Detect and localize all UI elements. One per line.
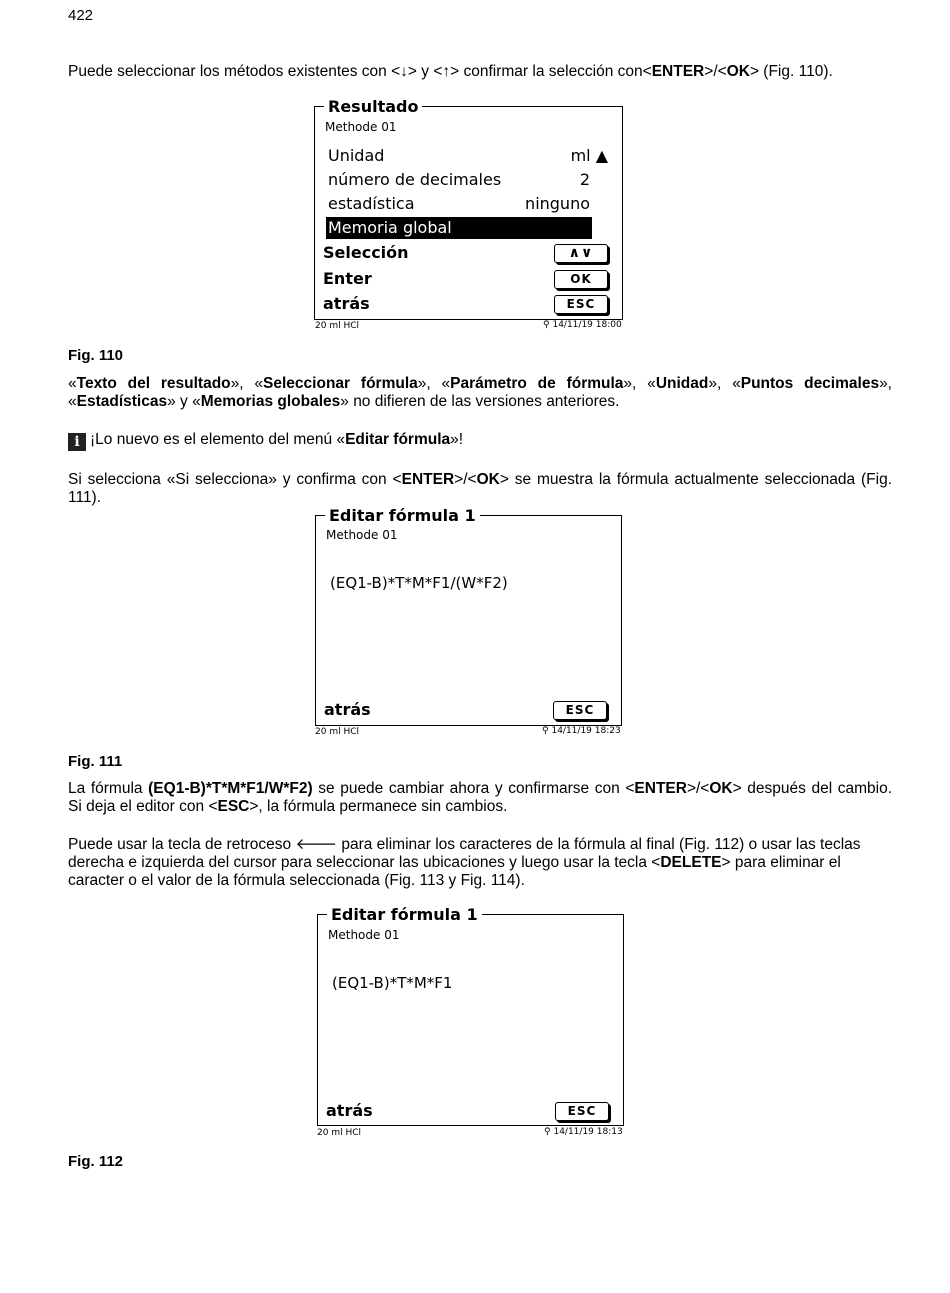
fig110-row-decimales[interactable] — [326, 169, 592, 191]
row-value: ml ▲ — [570, 146, 608, 165]
fig111-screen — [315, 506, 622, 726]
fig111-title: Editar fórmula 1 — [325, 506, 480, 526]
ok-key-button[interactable]: OK — [554, 270, 608, 289]
fig110-row-unidad[interactable] — [326, 145, 608, 167]
intro-bold-ok: OK — [726, 63, 750, 80]
fig111-caption: Fig. 111 — [68, 753, 123, 770]
info-note: i ¡Lo nuevo es el elemento del menú «Editar fórmula»! — [68, 431, 892, 451]
esc-key-button[interactable]: ESC — [554, 295, 608, 314]
fig112-screen — [317, 905, 624, 1126]
fig110-status-method: 20 ml HCl — [315, 321, 359, 331]
fig112-caption: Fig. 112 — [68, 1153, 124, 1170]
fig112-status-time: ⚲ 14/11/19 18:13 — [544, 1127, 623, 1137]
esc-key-button[interactable]: ESC — [553, 701, 607, 720]
row-value: 2 — [579, 170, 590, 189]
row-value: ninguno — [525, 194, 590, 213]
page-number: 422 — [68, 7, 94, 24]
fig112-atras-label: atrás — [326, 1101, 373, 1120]
fig110-row-memoria-global-selected[interactable] — [326, 217, 592, 239]
up-down-key-button[interactable]: ∧∨ — [554, 244, 608, 263]
info-icon: i — [68, 433, 86, 451]
fig110-screen — [314, 97, 623, 320]
fig112-subtitle: Methode 01 — [328, 928, 400, 942]
fig110-enter-label: Enter — [323, 269, 372, 288]
fig111-atras-label: atrás — [324, 700, 371, 719]
row-label: Unidad — [328, 146, 385, 165]
fig110-caption: Fig. 110 — [68, 347, 124, 364]
fig111-formula[interactable]: (EQ1-B)*T*M*F1/(W*F2) — [330, 574, 508, 592]
fig110-subtitle: Methode 01 — [325, 120, 397, 134]
row-label: número de decimales — [328, 170, 502, 189]
fig110-status-time: ⚲ 14/11/19 18:00 — [543, 320, 622, 330]
row-label: Memoria global — [328, 218, 452, 237]
fig111-status-method: 20 ml HCl — [315, 727, 359, 737]
usb-icon: ⚲ — [544, 1127, 551, 1137]
intro-text-1: Puede seleccionar los métodos existentes con <↓> y <↑> confirmar la selección con< — [68, 63, 652, 80]
fig110-title: Resultado — [324, 97, 422, 117]
fig112-title: Editar fórmula 1 — [327, 905, 482, 925]
formula-edit-paragraph: La fórmula (EQ1-B)*T*M*F1/W*F2) se puede cambiar ahora y confirmarse con <ENTER>/<OK> después del cambio. Si deja el editor con <ESC>, la fórmula permanece sin cambios. — [68, 780, 893, 815]
fig110-row-estadistica[interactable] — [326, 193, 592, 215]
scroll-up-arrow-icon: ▲ — [595, 146, 608, 165]
fig110-atras-label: atrás — [323, 294, 370, 313]
fig112-status-method: 20 ml HCl — [317, 1128, 361, 1138]
select-formula-paragraph: Si selecciona «Si selecciona» y confirma con <ENTER>/<OK> se muestra la fórmula actualmente seleccionada (Fig. 111). — [68, 471, 892, 506]
intro-paragraph — [68, 63, 892, 81]
usb-icon: ⚲ — [543, 320, 550, 330]
menu-items-paragraph: «Texto del resultado», «Seleccionar fórmula», «Parámetro de fórmula», «Unidad», «Puntos decimales», «Estadísticas» y «Memorias globales» no difieren de las versiones anteriores. — [68, 375, 892, 410]
intro-text-3: > (Fig. 110). — [749, 63, 833, 80]
row-label: estadística — [328, 194, 415, 213]
fig112-formula[interactable]: (EQ1-B)*T*M*F1 — [332, 974, 453, 992]
esc-key-button[interactable]: ESC — [555, 1102, 609, 1121]
delete-characters-paragraph: Puede usar la tecla de retroceso 🡐 para eliminar los caracteres de la fórmula al final (Fig. 112) o usar las teclas derecha e izquierda del cursor para seleccionar las ubicaciones y luego usar la tecla <DELETE> para eliminar el caracter o el valor de la fórmula seleccionada (Fig. 113 y Fig. 114). — [68, 836, 861, 889]
fig111-status-time: ⚲ 14/11/19 18:23 — [542, 726, 621, 736]
intro-bold-enter: ENTER — [651, 63, 705, 80]
usb-icon: ⚲ — [542, 726, 549, 736]
intro-text-2: >/< — [704, 63, 727, 80]
fig111-subtitle: Methode 01 — [326, 528, 398, 542]
fig110-seleccion-label: Selección — [323, 243, 409, 262]
